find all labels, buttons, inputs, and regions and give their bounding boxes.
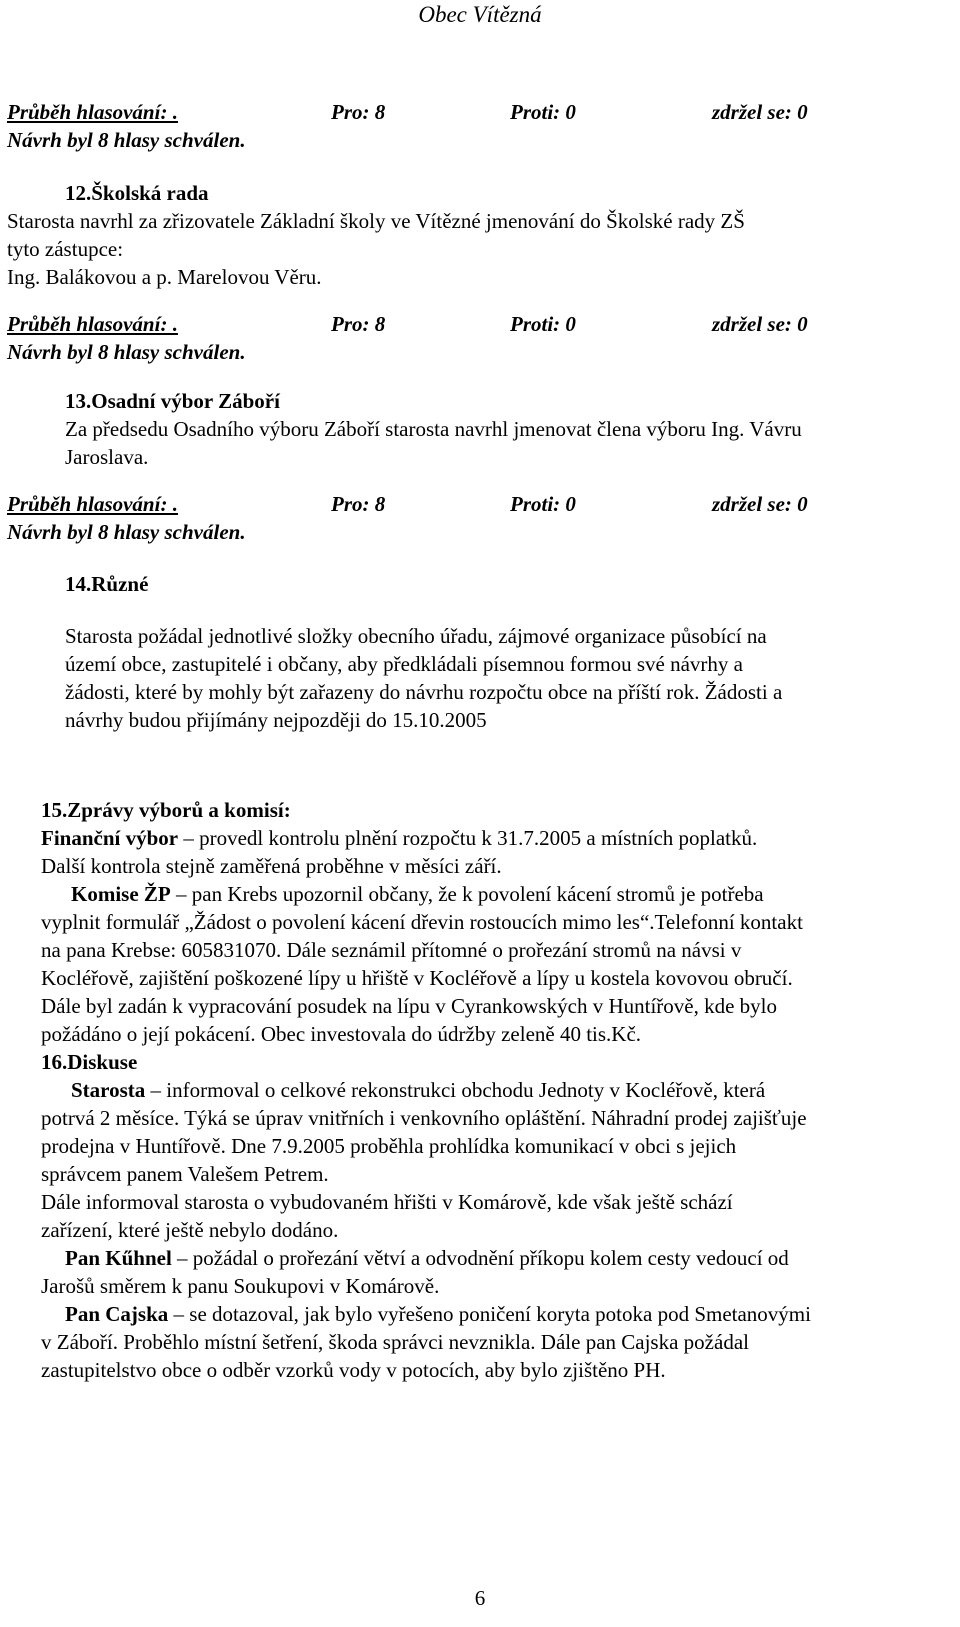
- finance-committee-line: [7, 824, 952, 852]
- vote-proti: Proti: 0: [510, 100, 576, 124]
- kuhnel-text: – požádal o prořezání větví a odvodnění příkopu kolem cesty vedoucí od: [171, 1246, 789, 1270]
- vote-abstain: zdržel se: 0: [712, 100, 808, 124]
- section-14-text-line: žádosti, které by mohly být zařazeny do návrhu rozpočtu obce na příští rok. Žádosti a: [65, 680, 783, 704]
- vote-proti: Proti: 0: [510, 312, 576, 336]
- vote-abstain: zdržel se: 0: [712, 312, 808, 336]
- section-15-title: 15.Zprávy výborů a komisí:: [41, 798, 291, 822]
- document-header: Obec Vítězná: [418, 2, 542, 27]
- section-14-text-line: území obce, zastupitelé i občany, aby předkládali písemnou formou své návrhy a: [65, 652, 743, 676]
- section-13-text-line: Za předsedu Osadního výboru Záboří starosta navrhl jmenovat člena výboru Ing. Vávru: [65, 417, 802, 441]
- cajska-text: – se dotazoval, jak bylo vyřešeno poničení koryta potoka pod Smetanovými: [168, 1302, 811, 1326]
- kuhnel-discussion-line: Jarošů směrem k panu Soukupovi v Komárově.: [41, 1274, 440, 1298]
- environment-committee-line: [7, 880, 952, 908]
- section-13-title: 13.Osadní výbor Záboří: [65, 389, 280, 413]
- vote-pro: Pro: 8: [331, 312, 386, 336]
- cajska-discussion-line: v Záboří. Proběhlo místní šetření, škoda správci nevznikla. Dále pan Cajska požádal: [41, 1330, 749, 1354]
- kuhnel-discussion-line: [7, 1244, 952, 1272]
- environment-committee-text: – pan Krebs upozornil občany, že k povolení kácení stromů je potřeba: [170, 882, 764, 906]
- section-13-text-line: Jaroslava.: [65, 445, 149, 469]
- mayor-discussion-line: správcem panem Valešem Petrem.: [41, 1162, 329, 1186]
- mayor-discussion-line: [7, 1076, 952, 1104]
- cajska-discussion-line: [7, 1300, 952, 1328]
- vote-pro: Pro: 8: [331, 100, 386, 124]
- environment-committee-line: Dále byl zadán k vypracování posudek na lípu v Cyrankowských v Huntířově, kde bylo: [41, 994, 777, 1018]
- document-body: [7, 98, 952, 1384]
- section-14-title: 14.Různé: [65, 572, 149, 596]
- vote-result: Návrh byl 8 hlasy schválen.: [7, 340, 246, 364]
- vote-pro: Pro: 8: [331, 492, 386, 516]
- section-14-text-line: Starosta požádal jednotlivé složky obecního úřadu, zájmové organizace působící na: [65, 624, 767, 648]
- vote-summary: [7, 310, 952, 338]
- finance-committee-label: Finanční výbor: [41, 826, 179, 850]
- section-12-text-line: Starosta navrhl za zřizovatele Základní školy ve Vítězné jmenování do Školské rady ZŠ: [7, 209, 745, 233]
- mayor-discussion-line: potrvá 2 měsíce. Týká se úprav vnitřních i venkovního opláštění. Náhradní prodej zajišťuje: [41, 1106, 807, 1130]
- mayor-label: Starosta: [71, 1078, 146, 1102]
- finance-committee-text: – provedl kontrolu plnění rozpočtu k 31.7.2005 a místních poplatků.: [178, 826, 758, 850]
- section-12-text-line: Ing. Balákovou a p. Marelovou Věru.: [7, 265, 322, 289]
- environment-committee-line: na pana Krebse: 605831070. Dále seznámil přítomné o prořezání stromů na návsi v: [41, 938, 742, 962]
- environment-committee-label: Komise ŽP: [71, 882, 171, 906]
- vote-summary: [7, 490, 952, 518]
- mayor-discussion-line: zařízení, které ještě nebylo dodáno.: [41, 1218, 339, 1242]
- vote-proti: Proti: 0: [510, 492, 576, 516]
- section-12-text-line: tyto zástupce:: [7, 237, 124, 261]
- finance-committee-line: Další kontrola stejně zaměřená proběhne v měsíci září.: [41, 854, 502, 878]
- section-12-title: 12.Školská rada: [65, 181, 209, 205]
- environment-committee-line: vyplnit formulář „Žádost o povolení kácení dřevin rostoucích mimo les“.Telefonní kontakt: [41, 910, 803, 934]
- vote-label: Průběh hlasování: .: [7, 492, 178, 516]
- vote-label: Průběh hlasování: .: [7, 312, 178, 336]
- vote-abstain: zdržel se: 0: [712, 492, 808, 516]
- cajska-label: Pan Cajska: [65, 1302, 169, 1326]
- mayor-text: – informoval o celkové rekonstrukci obchodu Jednoty v Kocléřově, která: [145, 1078, 766, 1102]
- mayor-discussion-line: Dále informoval starosta o vybudovaném hřišti v Komárově, kde však ještě schází: [41, 1190, 733, 1214]
- section-16-title: 16.Diskuse: [41, 1050, 138, 1074]
- environment-committee-line: požádáno o její pokácení. Obec investovala do údržby zeleně 40 tis.Kč.: [41, 1022, 642, 1046]
- section-14-text-line: návrhy budou přijímány nejpozději do 15.10.2005: [65, 708, 487, 732]
- vote-result: Návrh byl 8 hlasy schválen.: [7, 520, 246, 544]
- mayor-discussion-line: prodejna v Huntířově. Dne 7.9.2005 proběhla prohlídka komunikací v obci s jejich: [41, 1134, 737, 1158]
- page-number: 6: [474, 1586, 486, 1610]
- environment-committee-line: Kocléřově, zajištění poškozené lípy u hřiště v Kocléřově a lípy u kostela kovovou obručí.: [41, 966, 793, 990]
- kuhnel-label: Pan Kűhnel: [65, 1246, 172, 1270]
- vote-result: Návrh byl 8 hlasy schválen.: [7, 128, 246, 152]
- cajska-discussion-line: zastupitelstvo obce o odběr vzorků vody v potocích, aby bylo zjištěno PH.: [41, 1358, 666, 1382]
- vote-summary: [7, 98, 952, 126]
- vote-label: Průběh hlasování: .: [7, 100, 178, 124]
